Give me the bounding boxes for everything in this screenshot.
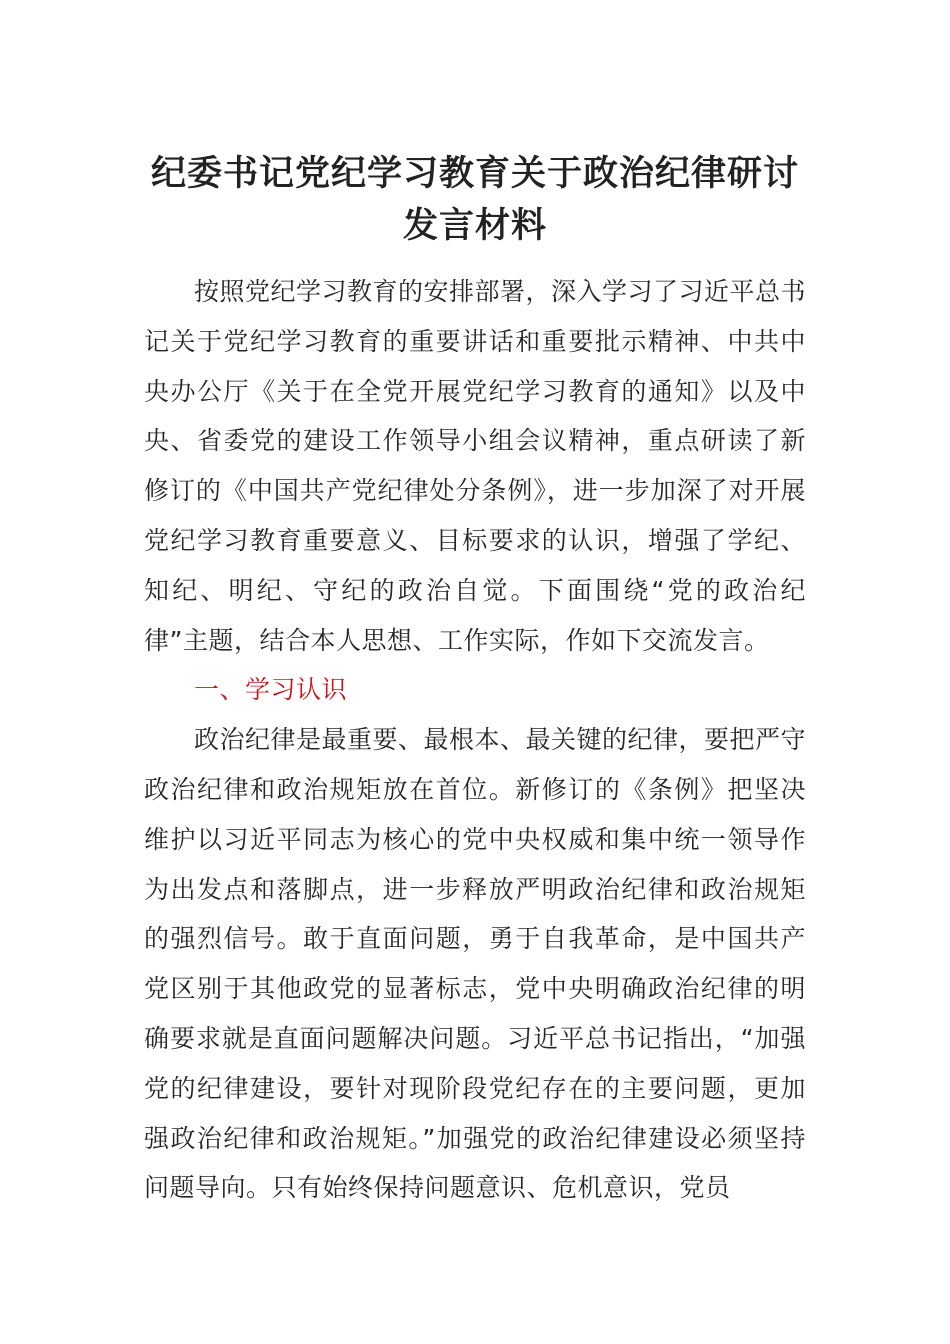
document-title: 纪委书记党纪学习教育关于政治纪律研讨发言材料 bbox=[150, 154, 799, 246]
intro-paragraph: 按照党纪学习教育的安排部署，深入学习了习近平总书记关于党纪学习教育的重要讲话和重要批示精神、中共中央办公厅《关于在全党开展党纪学习教育的通知》以及中央、省委党的建设工作领导小组会议精神，重点研读了新修订的《中国共产党纪律处分条例》，进一步加深了对开展党纪学习教育重要意义、目标要求的认识，增强了学纪、知纪、明纪、守纪的政治自觉。下面围绕“党的政治纪律”主题，结合本人思想、工作实际，作如下交流发言。 bbox=[144, 277, 807, 655]
document-body bbox=[144, 267, 806, 1213]
body-paragraph: 政治纪律是最重要、最根本、最关键的纪律，要把严守政治纪律和政治规矩放在首位。新修订的《条例》把坚决维护以习近平同志为核心的党中央权威和集中统一领导作为出发点和落脚点，进一步释放严明政治纪律和政治规矩的强烈信号。敢于直面问题，勇于自我革命，是中国共产党区别于其他政党的显著标志，党中央明确政治纪律的明确要求就是直面问题解决问题。习近平总书记指出，“加强党的纪律建设，要针对现阶段党纪存在的主要问题，更加强政治纪律和政治规矩。”加强党的政治纪律建设必须坚持问题导向。只有始终保持问题意识、危机意识，党员 bbox=[144, 725, 807, 1203]
section-heading: 一、学习认识 bbox=[194, 675, 348, 705]
